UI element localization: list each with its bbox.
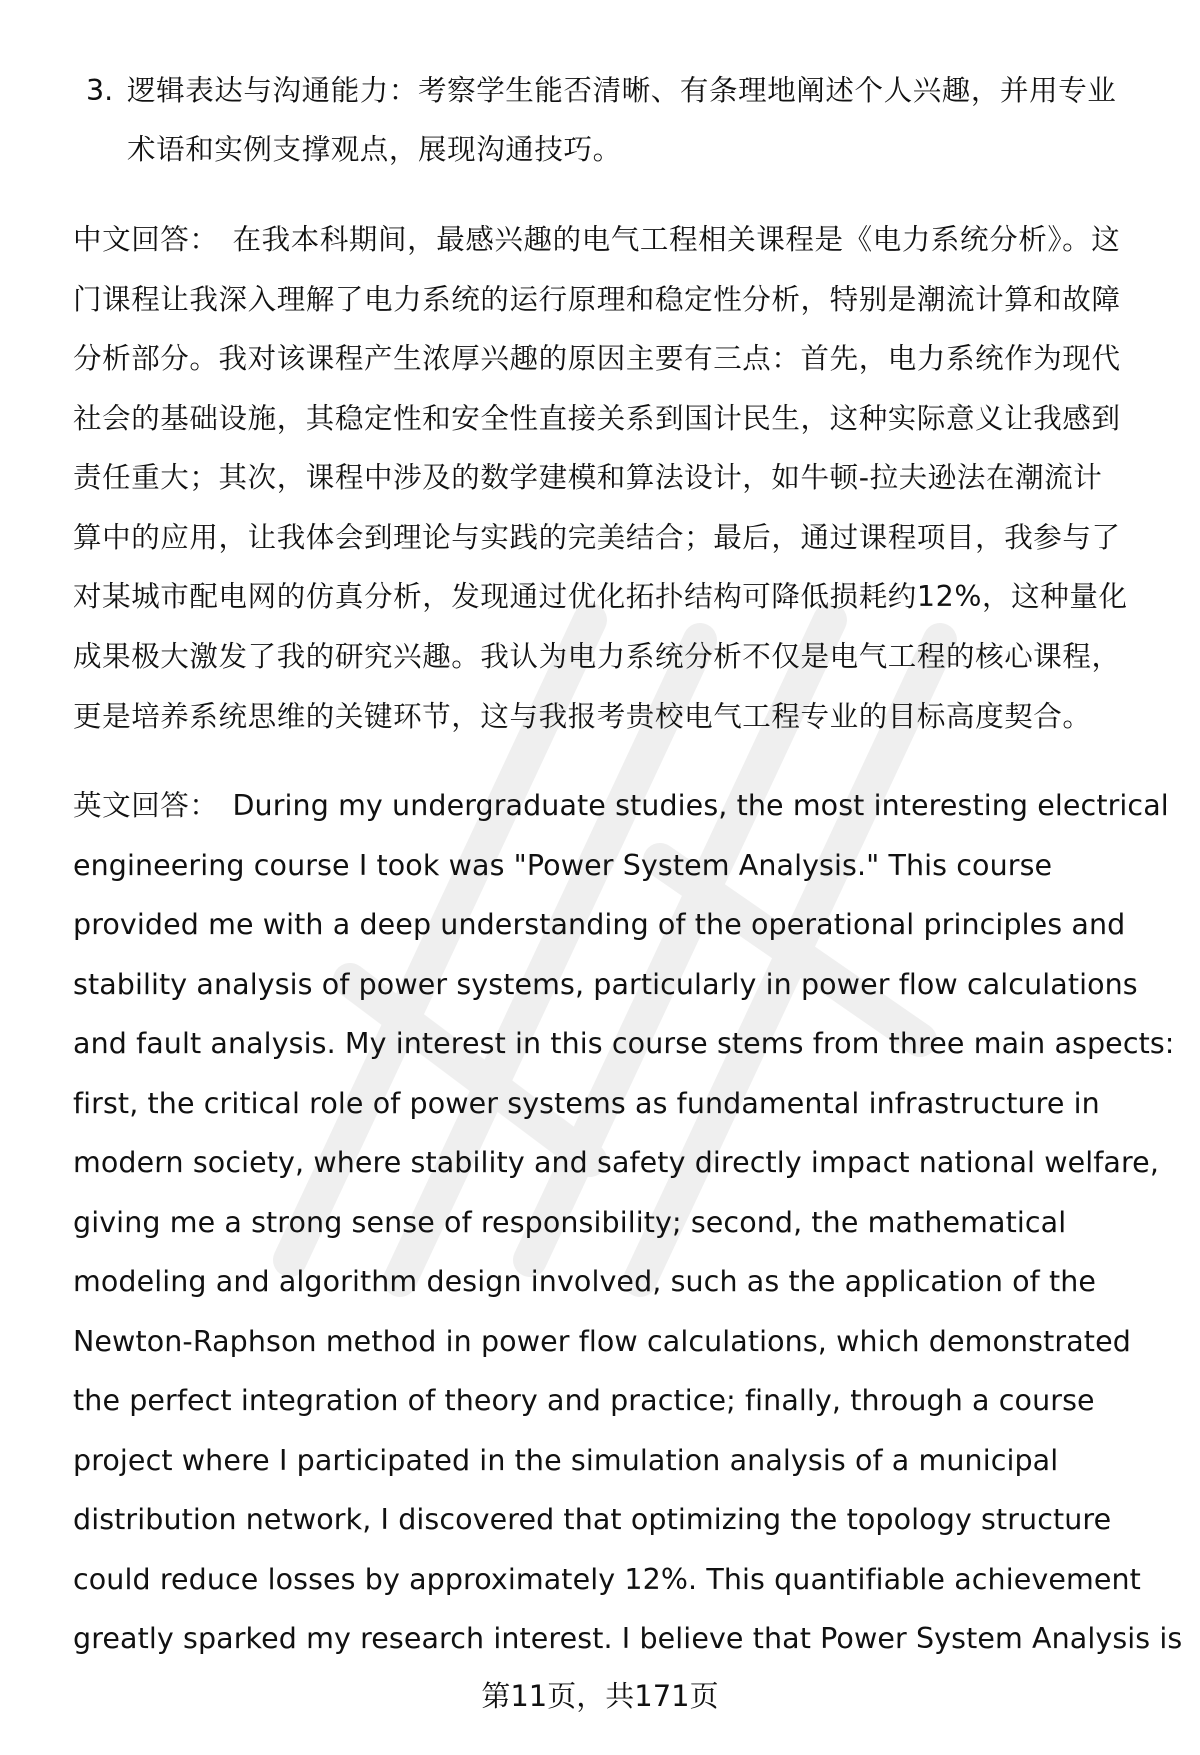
chinese-answer-line: 算中的应用，让我体会到理论与实践的完美结合；最后，通过课程项目，我参与了 [73, 521, 1121, 554]
chinese-answer-line: 成果极大激发了我的研究兴趣。我认为电力系统分析不仅是电气工程的核心课程， [73, 640, 1121, 673]
list-number: 3. [86, 74, 114, 107]
chinese-answer-line: 门课程让我深入理解了电力系统的运行原理和稳定性分析，特别是潮流计算和故障 [73, 283, 1121, 316]
page-number: 第11页，共171页 [481, 1679, 719, 1713]
chinese-answer-label: 中文回答： [73, 223, 219, 256]
english-answer-line: stability analysis of power systems, particularly in power flow calculations [73, 968, 1138, 1001]
english-answer-line: and fault analysis. My interest in this course stems from three main aspects: [73, 1027, 1175, 1060]
english-answer-line: first, the critical role of power systems as fundamental infrastructure in [73, 1087, 1100, 1120]
chinese-answer-line-0 [73, 220, 1120, 260]
chinese-answer-line: 对某城市配电网的仿真分析，发现通过优化拓扑结构可降低损耗约12%，这种量化 [73, 580, 1128, 613]
english-answer-line: the perfect integration of theory and practice; finally, through a course [73, 1384, 1095, 1417]
english-answer-text: During my undergraduate studies, the most interesting electrical [232, 789, 1169, 822]
chinese-answer-text: 在我本科期间，最感兴趣的电气工程相关课程是《电力系统分析》。这 [232, 223, 1121, 256]
english-answer-line: modeling and algorithm design involved, such as the application of the [73, 1265, 1097, 1298]
english-answer-line: modern society, where stability and safety directly impact national welfare, [73, 1146, 1159, 1179]
english-answer-line: Newton-Raphson method in power flow calculations, which demonstrated [73, 1325, 1131, 1358]
chinese-answer-line: 分析部分。我对该课程产生浓厚兴趣的原因主要有三点：首先，电力系统作为现代 [73, 342, 1121, 375]
english-answer-line: provided me with a deep understanding of the operational principles and [73, 908, 1126, 941]
english-answer-line: distribution network, I discovered that optimizing the topology structure [73, 1503, 1112, 1536]
english-answer-line: could reduce losses by approximately 12%. This quantifiable achievement [73, 1563, 1141, 1596]
english-answer-line: project where I participated in the simulation analysis of a municipal [73, 1444, 1059, 1477]
english-answer-line-0 [73, 786, 1169, 826]
english-answer-line: giving me a strong sense of responsibility; second, the mathematical [73, 1206, 1067, 1239]
criteria-line: 逻辑表达与沟通能力：考察学生能否清晰、有条理地阐述个人兴趣，并用专业 [127, 74, 1117, 107]
chinese-answer-line: 更是培养系统思维的关键环节，这与我报考贵校电气工程专业的目标高度契合。 [73, 700, 1092, 733]
english-answer-line: greatly sparked my research interest. I believe that Power System Analysis is [73, 1622, 1183, 1655]
english-answer-label: 英文回答： [73, 789, 219, 822]
chinese-answer-line: 责任重大；其次，课程中涉及的数学建模和算法设计，如牛顿-拉夫逊法在潮流计 [73, 461, 1103, 494]
english-answer-line: engineering course I took was "Power System Analysis." This course [73, 849, 1053, 882]
criteria-line: 术语和实例支撑观点，展现沟通技巧。 [127, 133, 622, 166]
chinese-answer-line: 社会的基础设施，其稳定性和安全性直接关系到国计民生，这种实际意义让我感到 [73, 402, 1121, 435]
